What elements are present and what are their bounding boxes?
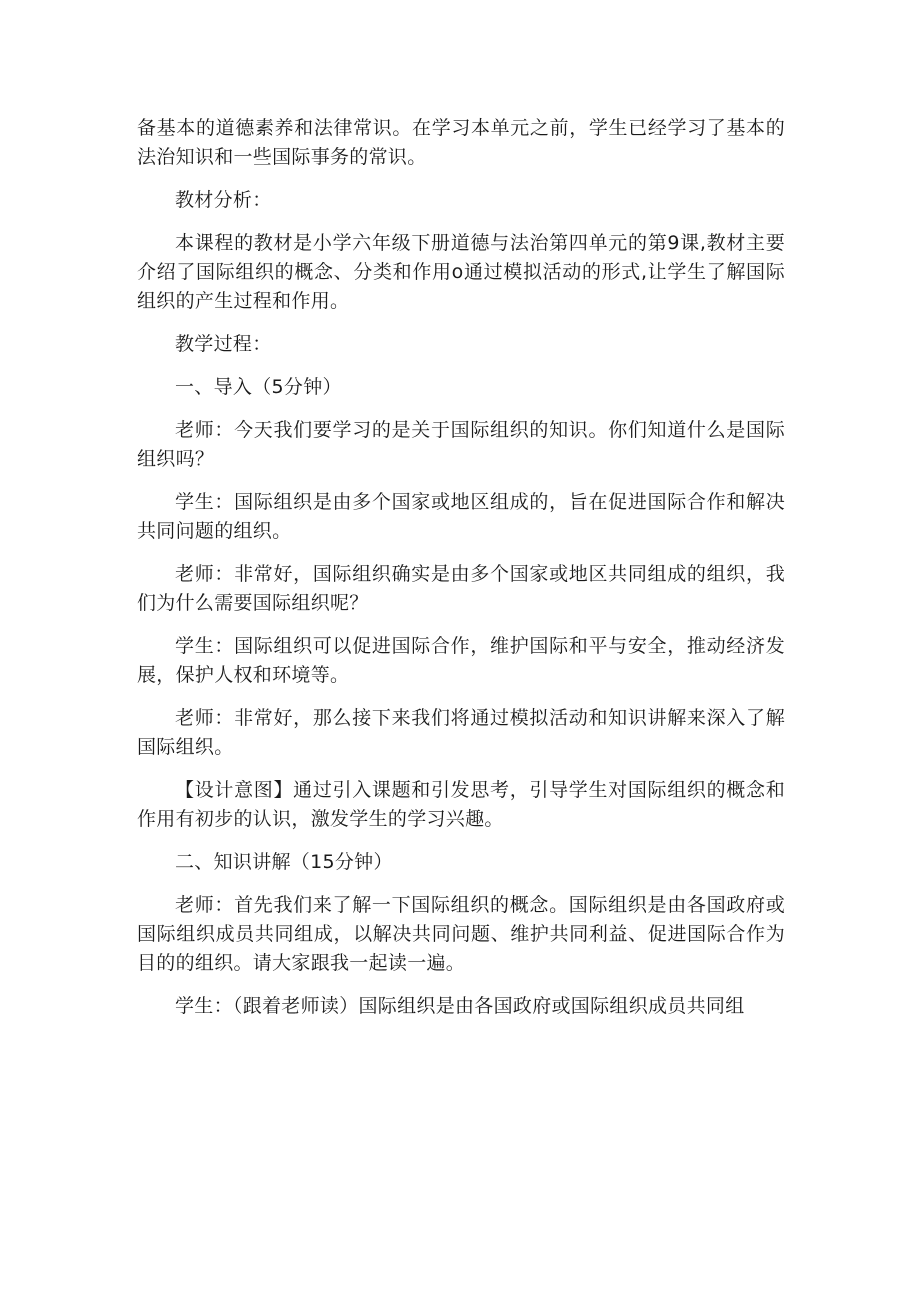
paragraph-continuation: 备基本的道德素养和法律常识。在学习本单元之前，学生已经学习了基本的法治知识和一些国际事务的常识。	[137, 117, 785, 168]
dialogue-student-1: 学生：国际组织是由多个国家或地区组成的，旨在促进国际合作和解决共同问题的组织。	[137, 491, 785, 542]
heading-introduction: 一、导入（5分钟）	[175, 376, 342, 398]
paragraph-material-description: 本课程的教材是小学六年级下册道德与法治第四单元的第9课,教材主要介绍了国际组织的概念、分类和作用o通过模拟活动的形式,让学生了解国际组织的产生过程和作用。	[137, 232, 785, 312]
document-body	[137, 114, 785, 1035]
dialogue-teacher-4: 老师：首先我们来了解一下国际组织的概念。国际组织是由各国政府或国际组织成员共同组成，以解决共同问题、维护共同利益、促进国际合作为目的的组织。请大家跟我一起读一遍。	[137, 894, 785, 974]
heading-material-analysis: 教材分析：	[175, 189, 272, 211]
dialogue-student-2: 学生：国际组织可以促进国际合作，维护国际和平与安全，推动经济发展，保护人权和环境等。	[137, 635, 785, 686]
heading-knowledge-explanation: 二、知识讲解（15分钟）	[175, 851, 393, 873]
dialogue-teacher-3: 老师：非常好，那么接下来我们将通过模拟活动和知识讲解来深入了解国际组织。	[137, 707, 785, 758]
dialogue-student-3: 学生：（跟着老师读）国际组织是由各国政府或国际组织成员共同组	[175, 995, 745, 1017]
design-intent-note: 【设计意图】通过引入课题和引发思考，引导学生对国际组织的概念和作用有初步的认识，激发学生的学习兴趣。	[137, 779, 785, 830]
dialogue-teacher-2: 老师：非常好，国际组织确实是由多个国家或地区共同组成的组织，我们为什么需要国际组织呢？	[137, 563, 785, 614]
heading-teaching-process: 教学过程：	[175, 333, 272, 355]
dialogue-teacher-1: 老师：今天我们要学习的是关于国际组织的知识。你们知道什么是国际组织吗？	[137, 419, 785, 470]
